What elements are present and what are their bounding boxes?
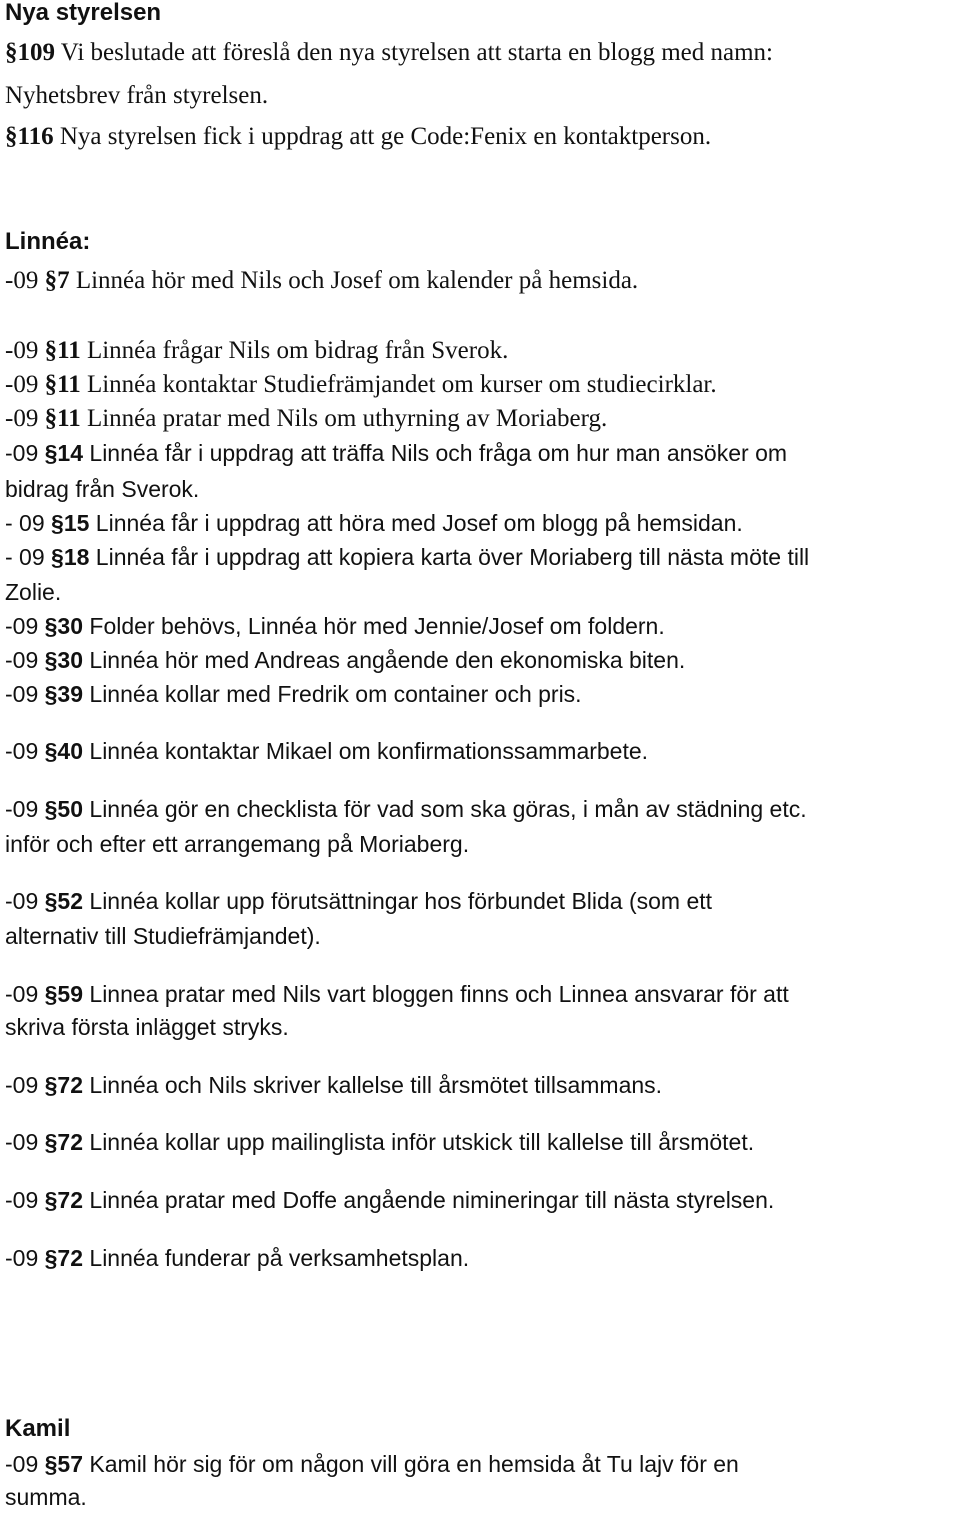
line-prefix: -09	[5, 738, 45, 764]
line-prefix: -09	[5, 405, 45, 432]
paragraph-number: §72	[44, 1245, 84, 1271]
section-heading-linnea: Linnéa:	[5, 228, 91, 255]
minutes-line	[5, 884, 960, 918]
line-prefix: -09	[5, 681, 45, 707]
minutes-line	[5, 575, 960, 609]
paragraph-number: §18	[51, 544, 90, 570]
minutes-line	[5, 79, 960, 113]
paragraph-number: §52	[44, 888, 84, 914]
section-heading-nya-styrelsen: Nya styrelsen	[5, 0, 162, 26]
line-text: Linnéa hör med Nils och Josef om kalender på hemsida.	[69, 267, 639, 294]
line-text: Linnéa kollar upp förutsättningar hos förbundet Blida (som ett	[83, 888, 713, 914]
line-text: skriva första inlägget stryks.	[5, 1014, 289, 1040]
line-text: inför och efter ett arrangemang på Moriaberg.	[5, 831, 470, 857]
paragraph-number: §30	[44, 647, 84, 673]
line-prefix: -09	[5, 337, 45, 364]
line-prefix: -09	[5, 981, 45, 1007]
paragraph-number: §72	[44, 1187, 84, 1213]
paragraph-number: §72	[44, 1072, 84, 1098]
minutes-line	[5, 919, 960, 953]
line-text: summa.	[5, 1484, 87, 1510]
line-text: bidrag från Sverok.	[5, 476, 200, 502]
line-text: Linnea pratar med Nils vart bloggen finns och Linnea ansvarar för att	[83, 981, 789, 1007]
line-prefix: -09	[5, 1245, 45, 1271]
line-text: Linnéa pratar med Nils om uthyrning av Moriaberg.	[80, 405, 608, 432]
line-text: Zolie.	[5, 579, 62, 605]
line-text: Linnéa gör en checklista för vad som ska göras, i mån av städning etc.	[83, 796, 807, 822]
line-text: Linnéa kollar med Fredrik om container och pris.	[83, 681, 582, 707]
line-text: Linnéa får i uppdrag att höra med Josef om blogg på hemsidan.	[89, 510, 743, 536]
line-text: Linnéa frågar Nils om bidrag från Sverok.	[80, 337, 509, 364]
paragraph-number: §11	[44, 405, 81, 432]
minutes-line	[5, 677, 960, 711]
line-text: Nyhetsbrev från styrelsen.	[5, 82, 269, 109]
minutes-line	[5, 1241, 960, 1275]
minutes-line	[5, 368, 960, 402]
line-text: Linnéa kollar upp mailinglista inför utskick till kallelse till årsmötet.	[83, 1129, 755, 1155]
line-prefix: - 09	[5, 544, 52, 570]
paragraph-number: §109	[5, 39, 55, 66]
line-text: Kamil hör sig för om någon vill göra en hemsida åt Tu lajv för en	[83, 1451, 739, 1477]
line-text: Linnéa kontaktar Studiefrämjandet om kurser om studiecirklar.	[80, 371, 717, 398]
paragraph-number: §57	[44, 1451, 84, 1477]
line-prefix: -09	[5, 1072, 45, 1098]
line-text: Nya styrelsen fick i uppdrag att ge Code:Fenix en kontaktperson.	[53, 123, 712, 150]
minutes-line	[5, 436, 960, 470]
paragraph-number: §11	[44, 337, 81, 364]
minutes-line	[5, 1125, 960, 1159]
line-text: Linnéa kontaktar Mikael om konfirmationssammarbete.	[83, 738, 649, 764]
line-prefix: -09	[5, 1187, 45, 1213]
paragraph-number: §14	[44, 440, 84, 466]
minutes-line	[5, 36, 960, 70]
line-prefix: -09	[5, 440, 45, 466]
line-text: Linnéa får i uppdrag att kopiera karta över Moriaberg till nästa möte till	[89, 544, 810, 570]
line-prefix: -09	[5, 1451, 45, 1477]
minutes-line	[5, 827, 960, 861]
minutes-line	[5, 1447, 960, 1481]
line-text: Vi beslutade att föreslå den nya styrelsen att starta en blogg med namn:	[55, 39, 773, 66]
line-text: Linnéa pratar med Doffe angående nimineringar till nästa styrelsen.	[83, 1187, 775, 1213]
minutes-line	[5, 264, 960, 298]
paragraph-number: §116	[5, 123, 54, 150]
minutes-line	[5, 506, 960, 540]
line-text: alternativ till Studiefrämjandet).	[5, 923, 321, 949]
minutes-line	[5, 472, 960, 506]
line-prefix: -09	[5, 796, 45, 822]
line-text: Linnéa får i uppdrag att träffa Nils och fråga om hur man ansöker om	[83, 440, 788, 466]
minutes-line	[5, 977, 960, 1011]
line-text: Linnéa och Nils skriver kallelse till årsmötet tillsammans.	[83, 1072, 663, 1098]
minutes-line	[5, 734, 960, 768]
paragraph-number: §30	[44, 613, 84, 639]
line-prefix: -09	[5, 371, 45, 398]
line-prefix: -09	[5, 888, 45, 914]
paragraph-number: §72	[44, 1129, 84, 1155]
minutes-line	[5, 1068, 960, 1102]
paragraph-number: §15	[51, 510, 90, 536]
line-prefix: -09	[5, 647, 45, 673]
minutes-line	[5, 120, 960, 154]
minutes-line	[5, 792, 960, 826]
minutes-line	[5, 1183, 960, 1217]
line-text: Linnéa funderar på verksamhetsplan.	[83, 1245, 470, 1271]
minutes-line	[5, 402, 960, 436]
paragraph-number: §40	[44, 738, 84, 764]
line-text: Linnéa hör med Andreas angående den ekonomiska biten.	[83, 647, 686, 673]
paragraph-number: §59	[44, 981, 84, 1007]
paragraph-number: §11	[44, 371, 81, 398]
minutes-line	[5, 1010, 960, 1044]
section-heading-kamil: Kamil	[5, 1415, 71, 1442]
minutes-line	[5, 1480, 960, 1514]
line-prefix: - 09	[5, 510, 52, 536]
paragraph-number: §7	[44, 267, 70, 294]
line-prefix: -09	[5, 1129, 45, 1155]
paragraph-number: §39	[44, 681, 84, 707]
paragraph-number: §50	[44, 796, 84, 822]
minutes-line	[5, 334, 960, 368]
minutes-line	[5, 540, 960, 574]
line-prefix: -09	[5, 267, 45, 294]
line-text: Folder behövs, Linnéa hör med Jennie/Josef om foldern.	[83, 613, 665, 639]
minutes-line	[5, 609, 960, 643]
minutes-line	[5, 643, 960, 677]
line-prefix: -09	[5, 613, 45, 639]
